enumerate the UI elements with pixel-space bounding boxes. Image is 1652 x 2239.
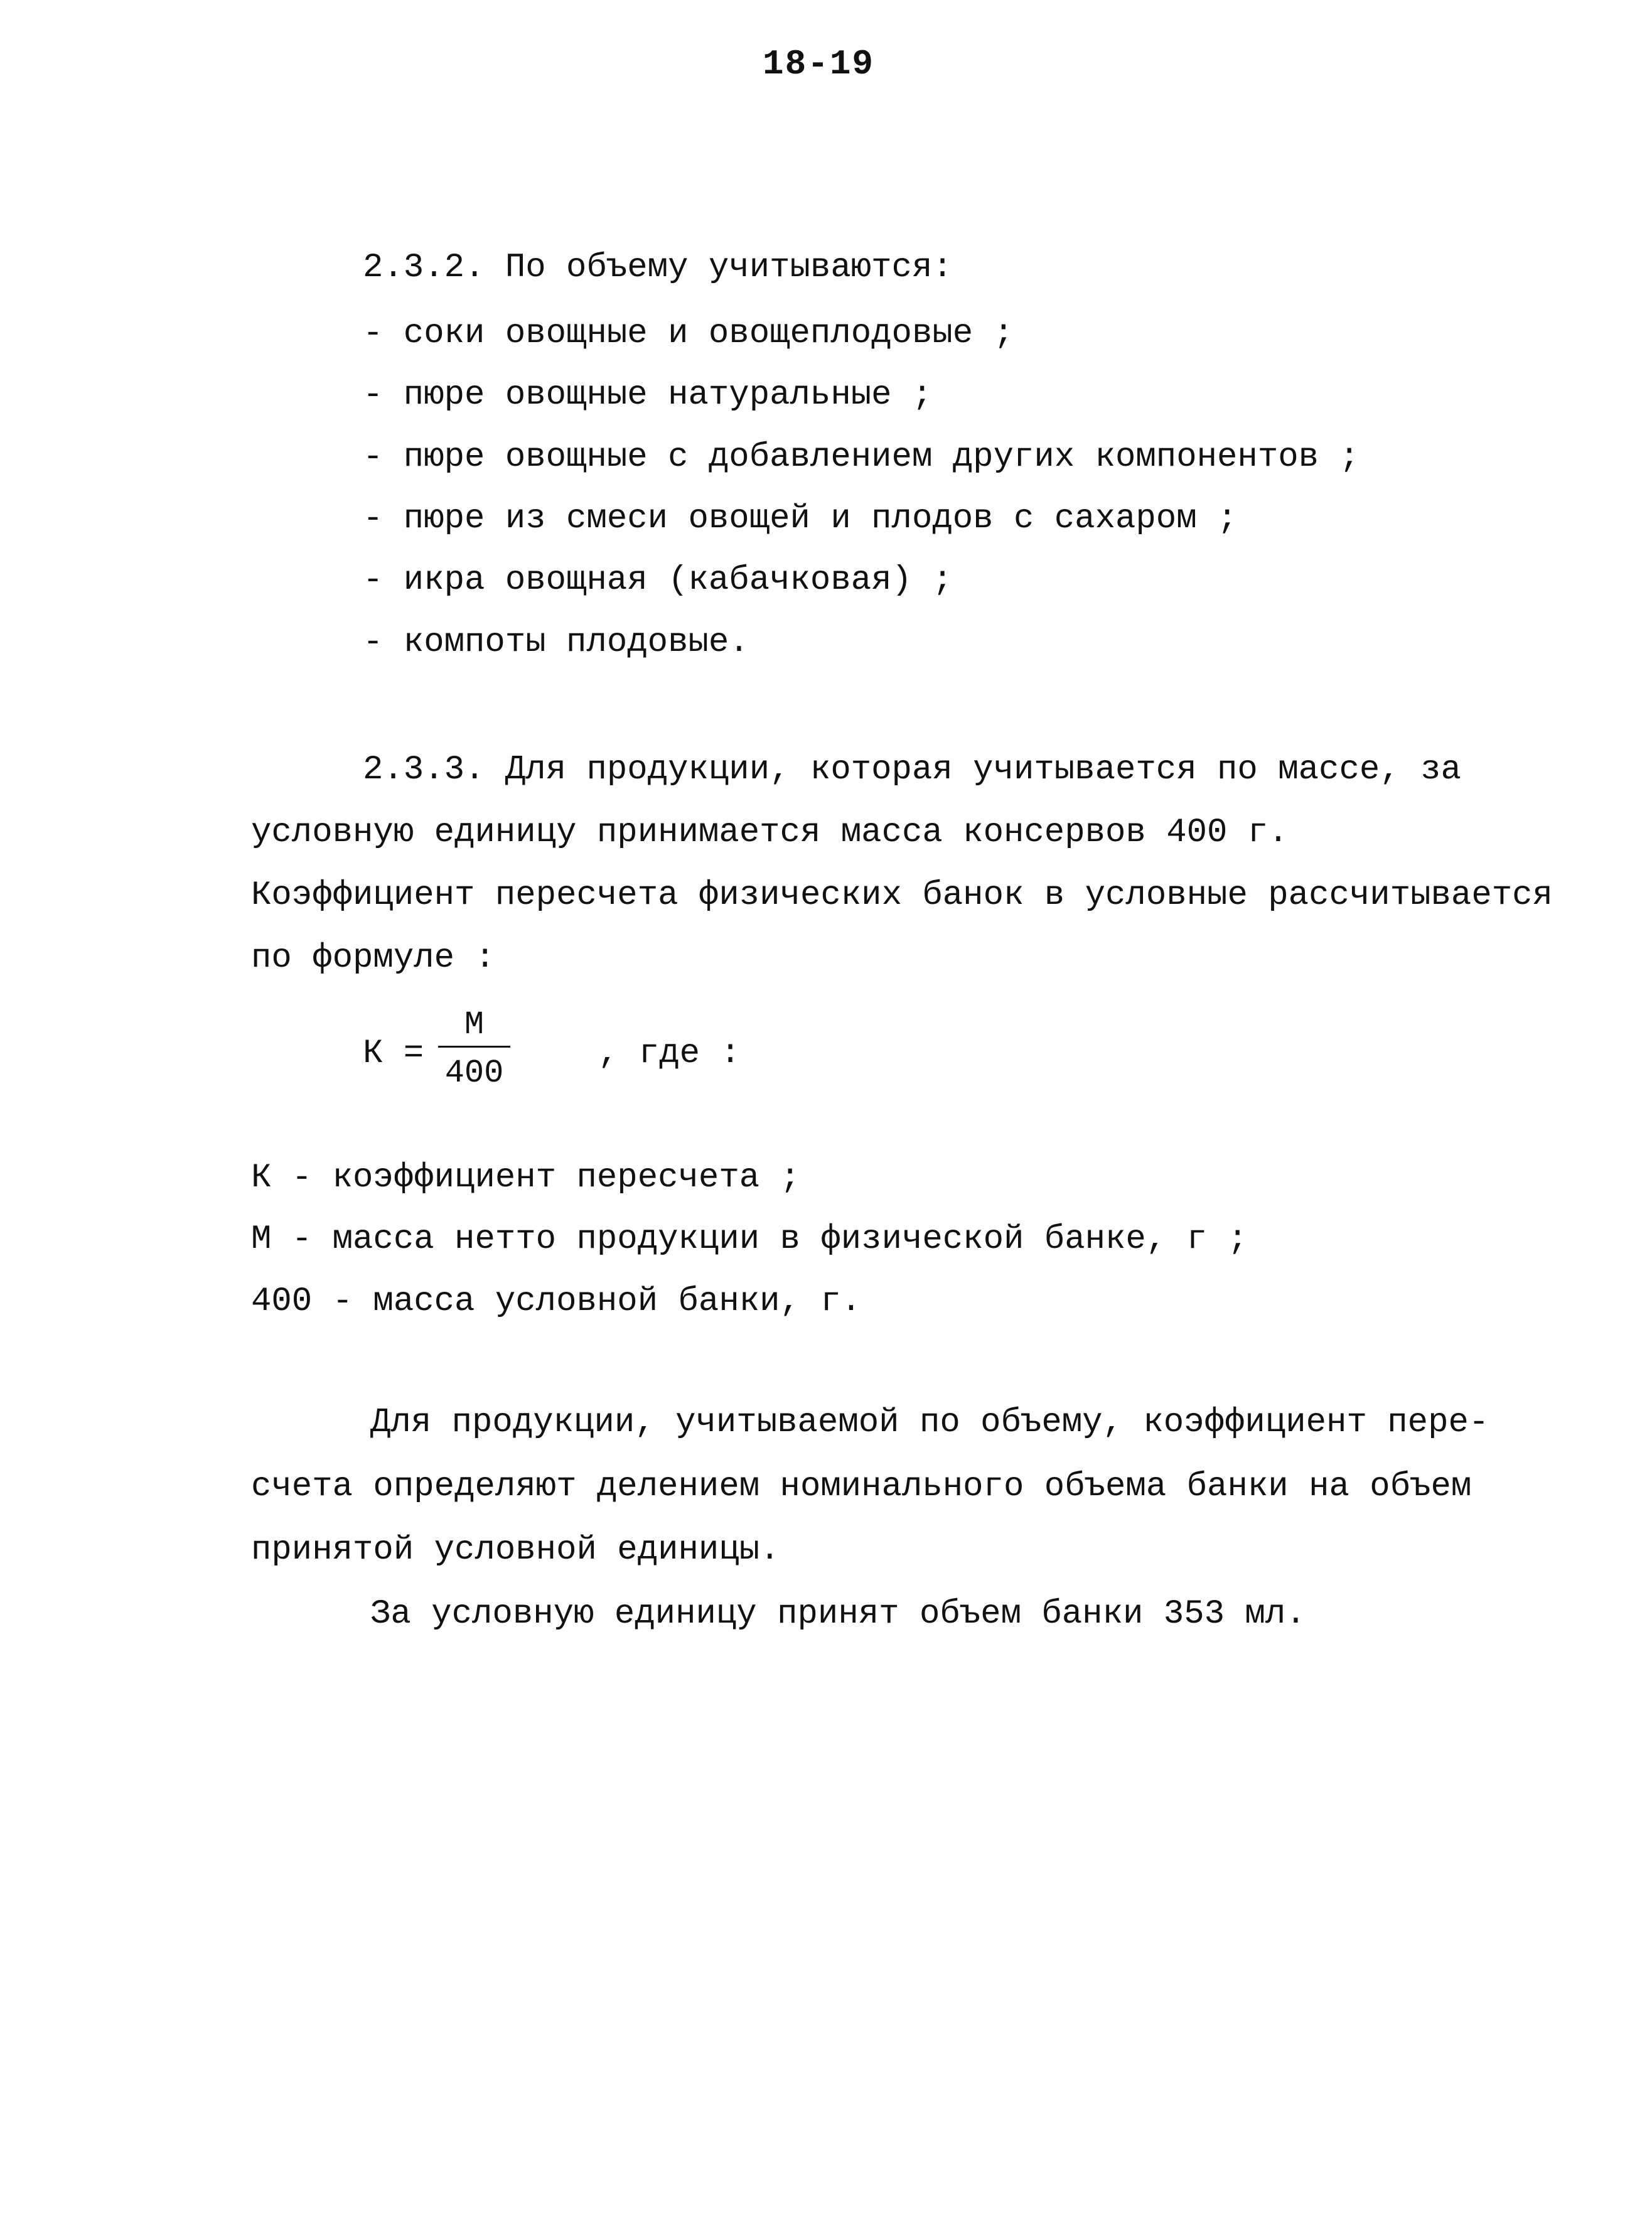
formula-fraction (438, 1004, 510, 1094)
section-2-3-3-line: 2.3.3. Для продукции, которая учитывается по массе, за (363, 751, 1461, 789)
list-item: - пюре овощные с добавлением других компонентов ; (363, 438, 1360, 476)
list-item: - икра овощная (кабачковая) ; (363, 561, 953, 599)
definition-400: 400 - масса условной банки, г. (251, 1282, 862, 1321)
section-2-3-3-line: условную единицу принимается масса консервов 400 г. (251, 813, 1289, 852)
section-2-3-2-heading: 2.3.2. По объему учитываются: (363, 249, 953, 287)
definition-m: М - масса нетто продукции в физической банке, г ; (251, 1220, 1248, 1259)
final-line: За условную единицу принят объем банки 353 мл. (370, 1595, 1306, 1633)
formula-numerator: М (464, 1006, 485, 1043)
section-2-3-3-line: по формуле : (251, 939, 495, 977)
volume-paragraph-line: счета определяют делением номинального объема банки на объем (251, 1468, 1472, 1506)
list-item: - пюре из смеси овощей и плодов с сахаром ; (363, 500, 1238, 538)
list-item: - пюре овощные натуральные ; (363, 376, 933, 414)
definition-k: К - коэффициент пересчета ; (251, 1159, 800, 1197)
formula-denominator: 400 (444, 1055, 504, 1092)
fraction-bar (438, 1046, 510, 1048)
page-number: 18-19 (763, 44, 875, 84)
section-2-3-3-line: Коэффициент пересчета физических банок в условные рассчитывается (251, 876, 1553, 915)
formula-lhs: К = (363, 1034, 424, 1073)
formula (363, 1004, 928, 1111)
list-item: - компоты плодовые. (363, 623, 749, 662)
formula-suffix: , где : (598, 1034, 741, 1073)
volume-paragraph-line: принятой условной единицы. (251, 1531, 780, 1569)
volume-paragraph-line: Для продукции, учитываемой по объему, коэффициент пере- (370, 1404, 1489, 1442)
list-item: - соки овощные и овощеплодовые ; (363, 314, 1014, 353)
